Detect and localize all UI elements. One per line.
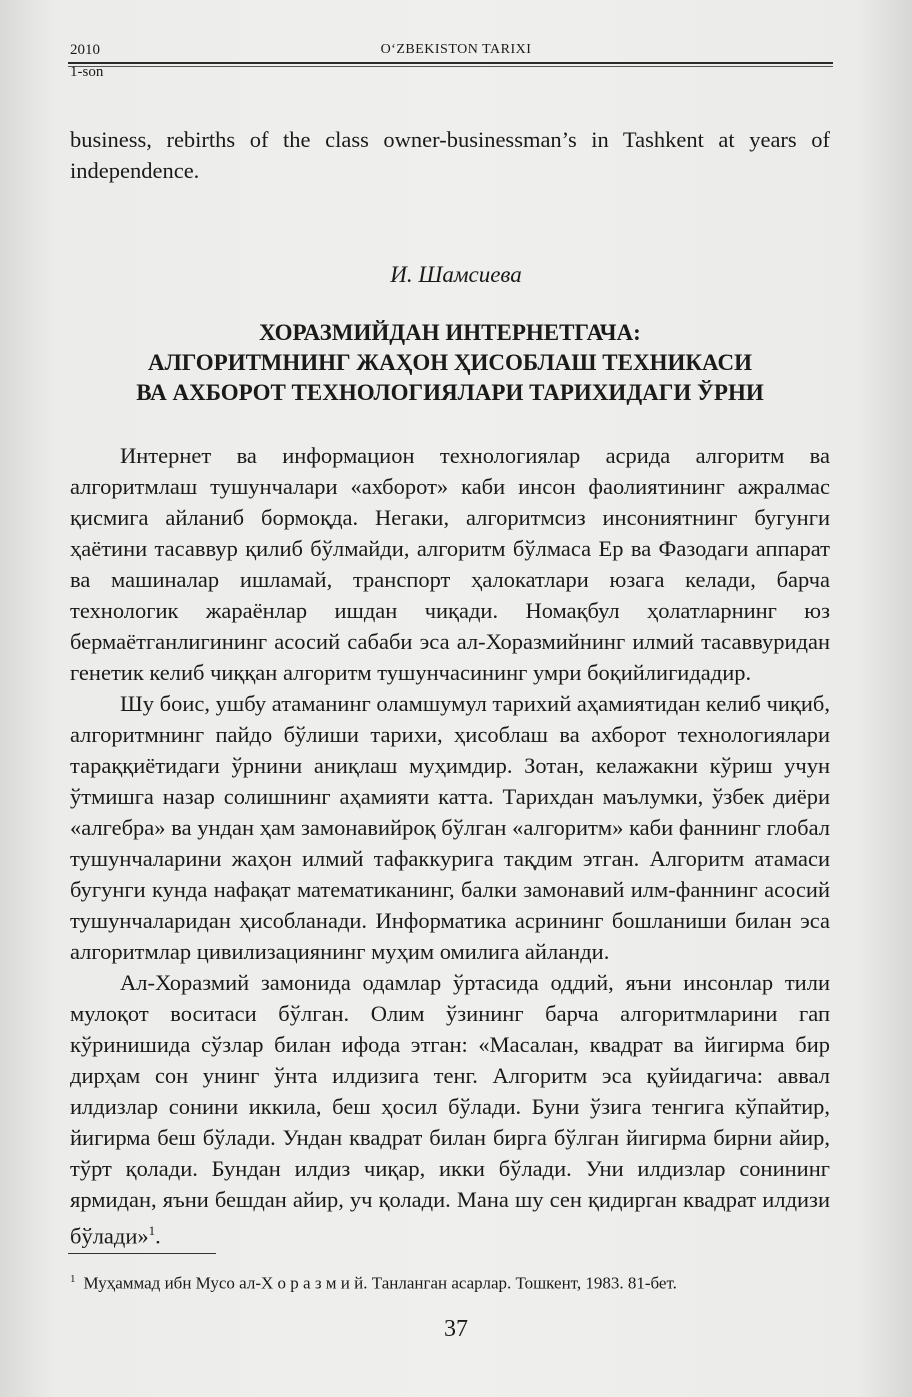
paragraph-end-period: . bbox=[155, 1223, 161, 1249]
footnote-reference: 1 bbox=[148, 1223, 156, 1238]
header-journal-title: O‘ZBEKISTON TARIXI bbox=[380, 42, 532, 57]
header-issue: 1-son bbox=[70, 64, 104, 80]
footnote-rule bbox=[68, 1253, 216, 1254]
footnote-text: Муҳаммад ибн Мусо ал-Х о р а з м и й. Танланган асарлар. Тошкент, 1983. 81-бет. bbox=[83, 1273, 677, 1293]
article-title bbox=[70, 318, 830, 408]
footnote-number: 1 bbox=[70, 1273, 76, 1285]
body-paragraph: Интернет ва информацион технологиялар асрида алгоритм ва алгоритмлаш тушунчалари «ахборот» каби инсон фаолиятининг ажралмас қисмига айланиб бормоқда. Негаки, алгоритмсиз инсониятнинг бугунги ҳаётини тасаввур қилиб бўлмайди, алгоритм бўлмаса Ер ва Фазодаги аппарат ва машиналар ишламай, транспорт ҳалокатлари юзага келади, барча технологик жараёнлар ишдан чиқади. Номақбул ҳолатларнинг юз бермаётганлигининг асосий сабаби эса ал-Хоразмийнинг илмий тасаввуридан генетик келиб чиққан алгоритм тушунчасининг умри боқийлигидадир. bbox=[70, 443, 830, 685]
page-number: 37 bbox=[444, 1316, 468, 1342]
header-year: 2010 bbox=[70, 42, 100, 58]
header-rule bbox=[68, 62, 833, 64]
author-name: И. Шамсиева bbox=[390, 262, 522, 287]
body-paragraph-text: Ал-Хоразмий замонида одамлар ўртасида оддий, яъни инсонлар тили мулоқот воситаси бўлган. Олим ўзининг барча алгоритмларини гап кўринишида сўзлар билан ифода этган: «Масалан, квадрат ва йигирма бир дирҳам сон унинг ўнта илдизига тенг. Алгоритм эса қуйидагича: аввал илдизлар сонини иккила, беш ҳосил бўлади. Буни ўзига тенгига кўпайтир, йигирма беш бўлади. Ундан квадрат билан бирга бўлган йигирма бирни айир, тўрт қолади. Бундан илдиз чиқар, икки бўлади. Уни илдизлар сонининг ярмидан, яъни бешдан айир, уч қолади. Мана шу сен қидирган квадрат илдизи бўлади» bbox=[70, 970, 830, 1249]
body-paragraph bbox=[70, 967, 830, 1252]
footnote bbox=[70, 1267, 830, 1296]
title-line: ВА АХБОРОТ ТЕХНОЛОГИЯЛАРИ ТАРИХИДАГИ ЎРНИ bbox=[136, 380, 764, 405]
title-line: ХОРАЗМИЙДАН ИНТЕРНЕТГАЧА: bbox=[259, 320, 641, 345]
body-paragraph: Шу боис, ушбу атаманинг оламшумул тарихий аҳамиятидан келиб чиқиб, алгоритмнинг пайдо бўлиши тарихи, ҳисоблаш ва ахборот технологиялари тараққиётидаги ўрнини аниқлаш муҳимдир. Зотан, келажакни кўриш учун ўтмишга назар солишнинг аҳамияти катта. Тарихдан маълумки, ўзбек диёри «алгебра» ва ундан ҳам замонавийроқ бўлган «алгоритм» каби фаннинг глобал тушунчаларини жаҳон илмий тафаккурига тақдим этган. Алгоритм атамаси бугунги кунда нафақат математиканинг, балки замонавий илм-фаннинг асосий тушунчаларидан ҳисобланади. Информатика асрининг бошланиши билан эса алгоритмлар цивилизациянинг муҳим омилига айланди. bbox=[70, 691, 830, 964]
title-line: АЛГОРИТМНИНГ ЖАҲОН ҲИСОБЛАШ ТЕХНИКАСИ bbox=[147, 350, 753, 375]
article-body bbox=[70, 440, 830, 1252]
header-rule-thin bbox=[68, 66, 833, 67]
intro-paragraph: business, rebirths of the class owner-businessman’s in Tashkent at years of independence. bbox=[70, 127, 830, 183]
